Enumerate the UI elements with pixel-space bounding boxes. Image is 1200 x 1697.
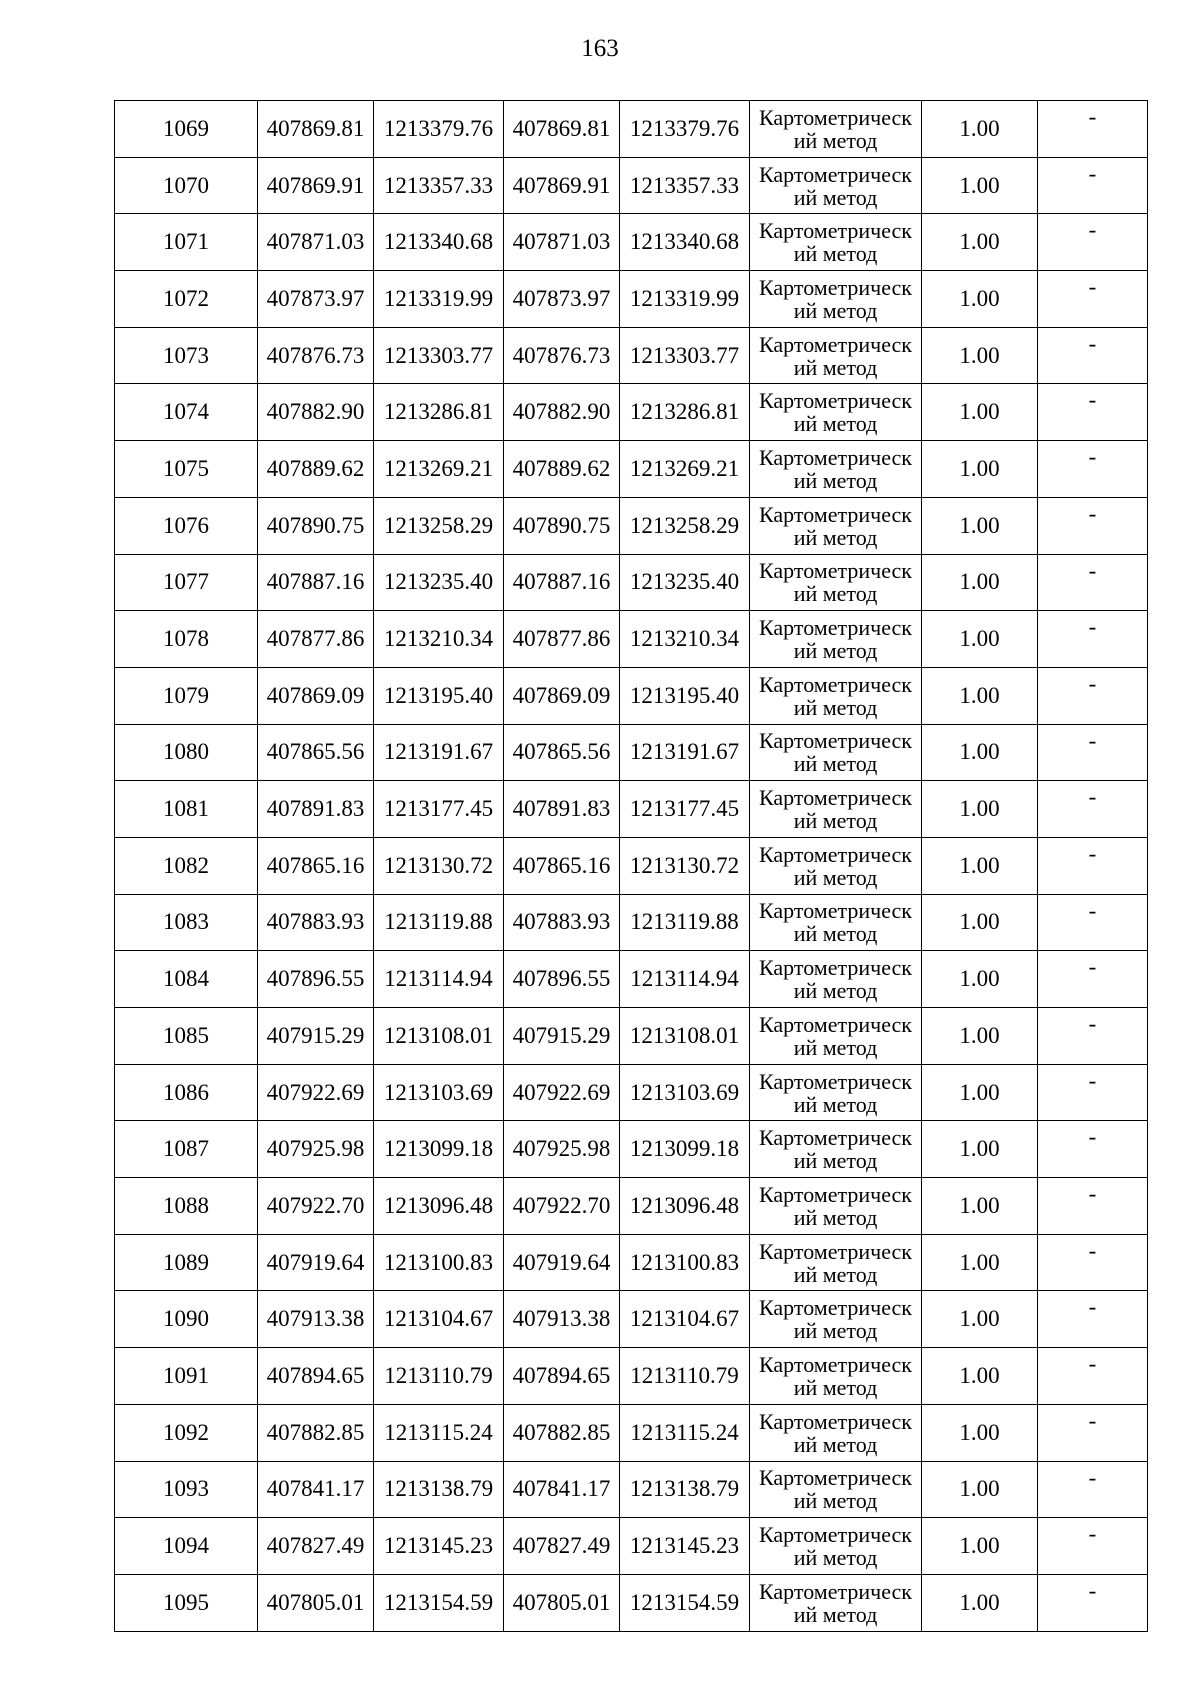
point-number-cell: 1071 [115,214,258,271]
x-existing-cell: 407915.29 [258,1008,374,1065]
y-existing-cell: 1213286.81 [374,384,504,441]
method-cell: Картометрический метод [750,327,922,384]
x-new-cell: 407865.16 [504,837,620,894]
table-row [115,1574,1148,1631]
x-existing-cell: 407887.16 [258,554,374,611]
point-number-cell: 1077 [115,554,258,611]
y-new-cell: 1213108.01 [620,1008,750,1065]
accuracy-cell: 1.00 [922,1234,1038,1291]
table-row [115,1461,1148,1518]
y-new-cell: 1213100.83 [620,1234,750,1291]
point-number-cell: 1084 [115,951,258,1008]
accuracy-cell: 1.00 [922,384,1038,441]
point-number-cell: 1090 [115,1291,258,1348]
x-existing-cell: 407890.75 [258,497,374,554]
method-cell: Картометрический метод [750,101,922,158]
accuracy-cell: 1.00 [922,554,1038,611]
accuracy-cell: 1.00 [922,894,1038,951]
accuracy-cell: 1.00 [922,667,1038,724]
y-new-cell: 1213138.79 [620,1461,750,1518]
point-number-cell: 1073 [115,327,258,384]
y-existing-cell: 1213130.72 [374,837,504,894]
point-number-cell: 1093 [115,1461,258,1518]
table-row [115,1291,1148,1348]
x-new-cell: 407915.29 [504,1008,620,1065]
method-cell: Картометрический метод [750,1574,922,1631]
accuracy-cell: 1.00 [922,1008,1038,1065]
x-new-cell: 407919.64 [504,1234,620,1291]
table-body [115,101,1148,1632]
y-new-cell: 1213099.18 [620,1121,750,1178]
y-new-cell: 1213114.94 [620,951,750,1008]
note-cell: - [1038,1178,1148,1235]
x-new-cell: 407925.98 [504,1121,620,1178]
table-row [115,327,1148,384]
y-new-cell: 1213145.23 [620,1518,750,1575]
y-existing-cell: 1213357.33 [374,157,504,214]
method-cell: Картометрический метод [750,214,922,271]
accuracy-cell: 1.00 [922,611,1038,668]
y-new-cell: 1213303.77 [620,327,750,384]
method-cell: Картометрический метод [750,554,922,611]
method-cell: Картометрический метод [750,1234,922,1291]
method-cell: Картометрический метод [750,1404,922,1461]
x-new-cell: 407882.85 [504,1404,620,1461]
y-new-cell: 1213119.88 [620,894,750,951]
table-row [115,1121,1148,1178]
method-cell: Картометрический метод [750,441,922,498]
point-number-cell: 1085 [115,1008,258,1065]
x-existing-cell: 407925.98 [258,1121,374,1178]
note-cell: - [1038,1064,1148,1121]
y-new-cell: 1213340.68 [620,214,750,271]
method-cell: Картометрический метод [750,1291,922,1348]
point-number-cell: 1080 [115,724,258,781]
method-cell: Картометрический метод [750,1178,922,1235]
note-cell: - [1038,611,1148,668]
y-existing-cell: 1213096.48 [374,1178,504,1235]
table-row [115,667,1148,724]
note-cell: - [1038,1518,1148,1575]
y-new-cell: 1213258.29 [620,497,750,554]
accuracy-cell: 1.00 [922,781,1038,838]
x-existing-cell: 407883.93 [258,894,374,951]
table-row [115,441,1148,498]
x-new-cell: 407882.90 [504,384,620,441]
y-new-cell: 1213130.72 [620,837,750,894]
method-cell: Картометрический метод [750,724,922,781]
y-existing-cell: 1213258.29 [374,497,504,554]
x-new-cell: 407889.62 [504,441,620,498]
table-row [115,781,1148,838]
accuracy-cell: 1.00 [922,157,1038,214]
method-cell: Картометрический метод [750,611,922,668]
y-existing-cell: 1213235.40 [374,554,504,611]
table-row [115,1178,1148,1235]
table-row [115,384,1148,441]
note-cell: - [1038,271,1148,328]
method-cell: Картометрический метод [750,157,922,214]
method-cell: Картометрический метод [750,837,922,894]
x-new-cell: 407913.38 [504,1291,620,1348]
point-number-cell: 1082 [115,837,258,894]
y-existing-cell: 1213114.94 [374,951,504,1008]
accuracy-cell: 1.00 [922,951,1038,1008]
table-row [115,271,1148,328]
note-cell: - [1038,1348,1148,1405]
point-number-cell: 1072 [115,271,258,328]
y-existing-cell: 1213099.18 [374,1121,504,1178]
y-existing-cell: 1213177.45 [374,781,504,838]
accuracy-cell: 1.00 [922,1121,1038,1178]
y-existing-cell: 1213340.68 [374,214,504,271]
point-number-cell: 1083 [115,894,258,951]
point-number-cell: 1094 [115,1518,258,1575]
point-number-cell: 1075 [115,441,258,498]
x-new-cell: 407873.97 [504,271,620,328]
note-cell: - [1038,781,1148,838]
note-cell: - [1038,837,1148,894]
x-new-cell: 407922.70 [504,1178,620,1235]
x-new-cell: 407896.55 [504,951,620,1008]
accuracy-cell: 1.00 [922,1461,1038,1518]
table-row [115,1064,1148,1121]
x-new-cell: 407827.49 [504,1518,620,1575]
y-new-cell: 1213115.24 [620,1404,750,1461]
note-cell: - [1038,1574,1148,1631]
table-row [115,1008,1148,1065]
y-existing-cell: 1213115.24 [374,1404,504,1461]
page-number: 163 [581,35,619,62]
point-number-cell: 1095 [115,1574,258,1631]
note-cell: - [1038,951,1148,1008]
point-number-cell: 1092 [115,1404,258,1461]
x-new-cell: 407890.75 [504,497,620,554]
note-cell: - [1038,327,1148,384]
y-new-cell: 1213104.67 [620,1291,750,1348]
x-new-cell: 407805.01 [504,1574,620,1631]
x-new-cell: 407841.17 [504,1461,620,1518]
y-new-cell: 1213286.81 [620,384,750,441]
table-row [115,497,1148,554]
point-number-cell: 1074 [115,384,258,441]
accuracy-cell: 1.00 [922,271,1038,328]
accuracy-cell: 1.00 [922,724,1038,781]
x-existing-cell: 407869.81 [258,101,374,158]
y-existing-cell: 1213269.21 [374,441,504,498]
point-number-cell: 1069 [115,101,258,158]
accuracy-cell: 1.00 [922,441,1038,498]
method-cell: Картометрический метод [750,1348,922,1405]
x-new-cell: 407871.03 [504,214,620,271]
note-cell: - [1038,497,1148,554]
method-cell: Картометрический метод [750,271,922,328]
point-number-cell: 1086 [115,1064,258,1121]
accuracy-cell: 1.00 [922,327,1038,384]
y-existing-cell: 1213379.76 [374,101,504,158]
y-new-cell: 1213110.79 [620,1348,750,1405]
accuracy-cell: 1.00 [922,101,1038,158]
accuracy-cell: 1.00 [922,1348,1038,1405]
note-cell: - [1038,724,1148,781]
y-existing-cell: 1213104.67 [374,1291,504,1348]
note-cell: - [1038,1291,1148,1348]
note-cell: - [1038,1008,1148,1065]
x-new-cell: 407869.81 [504,101,620,158]
table-row [115,554,1148,611]
coordinates-table [114,100,1148,1632]
x-existing-cell: 407913.38 [258,1291,374,1348]
accuracy-cell: 1.00 [922,214,1038,271]
point-number-cell: 1076 [115,497,258,554]
table-row [115,157,1148,214]
table-row [115,611,1148,668]
y-new-cell: 1213269.21 [620,441,750,498]
y-new-cell: 1213195.40 [620,667,750,724]
x-existing-cell: 407882.90 [258,384,374,441]
x-new-cell: 407877.86 [504,611,620,668]
note-cell: - [1038,1461,1148,1518]
y-existing-cell: 1213108.01 [374,1008,504,1065]
x-existing-cell: 407891.83 [258,781,374,838]
y-existing-cell: 1213119.88 [374,894,504,951]
x-new-cell: 407869.09 [504,667,620,724]
y-new-cell: 1213191.67 [620,724,750,781]
y-new-cell: 1213177.45 [620,781,750,838]
x-existing-cell: 407922.69 [258,1064,374,1121]
y-new-cell: 1213210.34 [620,611,750,668]
y-existing-cell: 1213154.59 [374,1574,504,1631]
point-number-cell: 1079 [115,667,258,724]
x-new-cell: 407891.83 [504,781,620,838]
note-cell: - [1038,1234,1148,1291]
point-number-cell: 1078 [115,611,258,668]
point-number-cell: 1089 [115,1234,258,1291]
method-cell: Картометрический метод [750,951,922,1008]
x-new-cell: 407876.73 [504,327,620,384]
x-existing-cell: 407882.85 [258,1404,374,1461]
x-new-cell: 407887.16 [504,554,620,611]
x-existing-cell: 407896.55 [258,951,374,1008]
y-existing-cell: 1213138.79 [374,1461,504,1518]
y-new-cell: 1213096.48 [620,1178,750,1235]
accuracy-cell: 1.00 [922,1178,1038,1235]
accuracy-cell: 1.00 [922,1518,1038,1575]
accuracy-cell: 1.00 [922,1404,1038,1461]
table-row [115,724,1148,781]
point-number-cell: 1087 [115,1121,258,1178]
note-cell: - [1038,384,1148,441]
y-new-cell: 1213319.99 [620,271,750,328]
x-existing-cell: 407919.64 [258,1234,374,1291]
x-new-cell: 407865.56 [504,724,620,781]
note-cell: - [1038,441,1148,498]
x-new-cell: 407883.93 [504,894,620,951]
note-cell: - [1038,667,1148,724]
x-existing-cell: 407869.09 [258,667,374,724]
method-cell: Картометрический метод [750,1008,922,1065]
point-number-cell: 1081 [115,781,258,838]
y-existing-cell: 1213110.79 [374,1348,504,1405]
table-row [115,1234,1148,1291]
y-new-cell: 1213103.69 [620,1064,750,1121]
method-cell: Картометрический метод [750,1518,922,1575]
x-existing-cell: 407894.65 [258,1348,374,1405]
y-existing-cell: 1213145.23 [374,1518,504,1575]
x-existing-cell: 407871.03 [258,214,374,271]
y-new-cell: 1213235.40 [620,554,750,611]
note-cell: - [1038,554,1148,611]
y-existing-cell: 1213103.69 [374,1064,504,1121]
point-number-cell: 1091 [115,1348,258,1405]
accuracy-cell: 1.00 [922,1291,1038,1348]
table-row [115,951,1148,1008]
note-cell: - [1038,1121,1148,1178]
method-cell: Картометрический метод [750,497,922,554]
method-cell: Картометрический метод [750,667,922,724]
x-existing-cell: 407827.49 [258,1518,374,1575]
y-existing-cell: 1213191.67 [374,724,504,781]
x-existing-cell: 407841.17 [258,1461,374,1518]
note-cell: - [1038,894,1148,951]
x-existing-cell: 407805.01 [258,1574,374,1631]
method-cell: Картометрический метод [750,781,922,838]
y-existing-cell: 1213195.40 [374,667,504,724]
y-new-cell: 1213357.33 [620,157,750,214]
x-existing-cell: 407865.16 [258,837,374,894]
x-new-cell: 407894.65 [504,1348,620,1405]
note-cell: - [1038,1404,1148,1461]
x-existing-cell: 407876.73 [258,327,374,384]
x-existing-cell: 407865.56 [258,724,374,781]
method-cell: Картометрический метод [750,1064,922,1121]
accuracy-cell: 1.00 [922,497,1038,554]
x-existing-cell: 407873.97 [258,271,374,328]
x-new-cell: 407869.91 [504,157,620,214]
x-new-cell: 407922.69 [504,1064,620,1121]
y-existing-cell: 1213210.34 [374,611,504,668]
table-row [115,894,1148,951]
y-existing-cell: 1213319.99 [374,271,504,328]
accuracy-cell: 1.00 [922,1574,1038,1631]
note-cell: - [1038,157,1148,214]
table-row [115,214,1148,271]
table-row [115,837,1148,894]
y-new-cell: 1213379.76 [620,101,750,158]
x-existing-cell: 407877.86 [258,611,374,668]
note-cell: - [1038,214,1148,271]
method-cell: Картометрический метод [750,1461,922,1518]
point-number-cell: 1070 [115,157,258,214]
y-existing-cell: 1213303.77 [374,327,504,384]
method-cell: Картометрический метод [750,384,922,441]
method-cell: Картометрический метод [750,894,922,951]
y-existing-cell: 1213100.83 [374,1234,504,1291]
x-existing-cell: 407869.91 [258,157,374,214]
table-row [115,1348,1148,1405]
y-new-cell: 1213154.59 [620,1574,750,1631]
table-row [115,101,1148,158]
method-cell: Картометрический метод [750,1121,922,1178]
table-row [115,1518,1148,1575]
note-cell: - [1038,101,1148,158]
table-row [115,1404,1148,1461]
accuracy-cell: 1.00 [922,1064,1038,1121]
x-existing-cell: 407889.62 [258,441,374,498]
point-number-cell: 1088 [115,1178,258,1235]
accuracy-cell: 1.00 [922,837,1038,894]
x-existing-cell: 407922.70 [258,1178,374,1235]
